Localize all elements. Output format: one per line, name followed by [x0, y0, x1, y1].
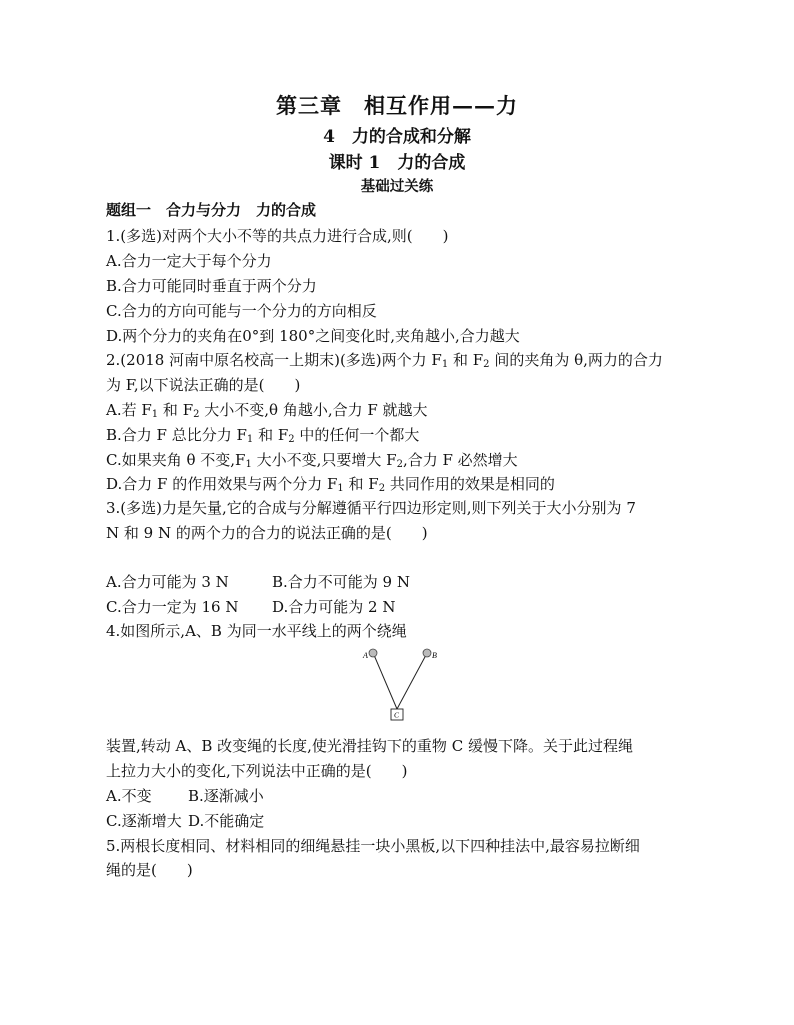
q1-stem: 1.(多选)对两个大小不等的共点力进行合成,则( ) [106, 227, 449, 245]
q2-stem-line1 [106, 350, 663, 375]
subscript: 1 [246, 434, 254, 445]
option-text: 大小不变,θ 角越小,合力 F 就越大 [199, 401, 428, 419]
q1-option-c: C.合力的方向可能与一个分力的方向相反 [106, 302, 377, 320]
pulley-b-icon [423, 649, 431, 657]
q4-stem-line3: 上拉力大小的变化,下列说法中正确的是( ) [106, 762, 408, 780]
subscript: 1 [245, 459, 252, 470]
practice-subtitle: 基础过关练 [360, 178, 434, 195]
q4-stem-line1: 4.如图所示,A、B 为同一水平线上的两个绕绳 [106, 622, 407, 640]
option-text: 大小不变,只要增大 F [251, 451, 397, 469]
q3-stem-line1: 3.(多选)力是矢量,它的合成与分解遵循平行四边形定则,则下列关于大小分别为 7 [106, 499, 636, 517]
option-text: 和 F [343, 475, 379, 493]
lesson-title: 课时 1 力的合成 [328, 153, 466, 173]
subscript: 2 [483, 359, 490, 370]
q5-stem-line2: 绳的是( ) [106, 861, 193, 879]
q3-option-d: D.合力可能为 2 N [272, 598, 396, 616]
pulley-rope-figure [360, 645, 440, 725]
q3-option-b: B.合力不可能为 9 N [272, 573, 410, 591]
option-text: D.合力 F 的作用效果与两个分力 F [106, 475, 338, 493]
rope-left [374, 655, 397, 709]
q4-stem-line2: 装置,转动 A、B 改变绳的长度,使光滑挂钩下的重物 C 缓慢下降。关于此过程绳 [106, 737, 633, 755]
section-title: 4 力的合成和分解 [323, 127, 471, 147]
group-heading: 题组一 合力与分力 力的合成 [106, 201, 317, 219]
pulley-a-icon [369, 649, 377, 657]
option-text: 和 F [158, 401, 194, 419]
q2-option-a [106, 400, 428, 425]
q2-option-b [106, 425, 419, 450]
option-text: ,合力 F 必然增大 [402, 451, 518, 469]
q5-stem-line1: 5.两根长度相同、材料相同的细绳悬挂一块小黑板,以下四种挂法中,最容易拉断细 [106, 837, 640, 855]
rope-right [397, 655, 426, 709]
q3-option-a: A.合力可能为 3 N [106, 573, 229, 591]
subscript: 1 [337, 483, 344, 494]
option-text: B.合力 F 总比分力 F [106, 426, 247, 444]
q4-option-d: D.不能确定 [188, 812, 265, 830]
q1-option-b: B.合力可能同时垂直于两个分力 [106, 277, 317, 295]
label-c: C [394, 710, 400, 720]
option-text: C.如果夹角 θ 不变,F [106, 451, 246, 469]
option-text: 和 F [253, 426, 289, 444]
subscript: 2 [378, 483, 386, 494]
option-text: 共同作用的效果是相同的 [385, 475, 555, 493]
subscript: 1 [151, 409, 159, 420]
q2-option-c [106, 450, 518, 475]
subscript: 2 [193, 409, 200, 420]
chapter-title: 第三章 相互作用——力 [276, 93, 518, 118]
q4-option-b: B.逐渐减小 [188, 787, 264, 805]
q2-stem-text: 2.(2018 河南中原名校高一上期末)(多选)两个力 F [106, 351, 442, 369]
q3-stem-line2: N 和 9 N 的两个力的合力的说法正确的是( ) [106, 524, 428, 542]
option-text: 中的任何一个都大 [294, 426, 420, 444]
label-b: B [432, 651, 437, 660]
option-text: A.若 F [106, 401, 152, 419]
q2-stem-line2: 为 F,以下说法正确的是( ) [106, 376, 301, 394]
q2-stem-text: 和 F [448, 351, 484, 369]
q4-option-c: C.逐渐增大 [106, 812, 182, 830]
label-a: A [363, 651, 368, 660]
q1-option-a: A.合力一定大于每个分力 [106, 252, 272, 270]
subscript: 1 [441, 359, 449, 370]
subscript: 2 [396, 459, 403, 470]
subscript: 2 [288, 434, 295, 445]
q2-stem-text: 间的夹角为 θ,两力的合力 [489, 351, 663, 369]
q4-option-a: A.不变 [106, 787, 152, 805]
q2-option-d [106, 474, 555, 499]
q1-option-d: D.两个分力的夹角在0°到 180°之间变化时,夹角越小,合力越大 [106, 327, 520, 345]
q3-option-c: C.合力一定为 16 N [106, 598, 239, 616]
